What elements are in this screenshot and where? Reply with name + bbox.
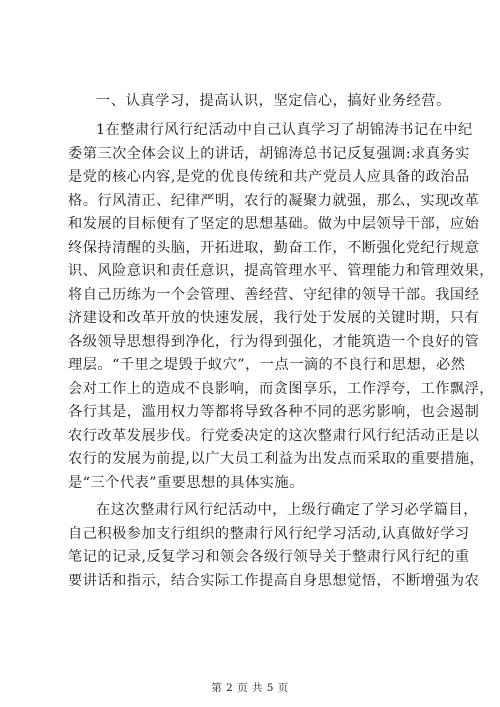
paragraph-line: 和发展的目标便有了坚定的思想基础。做为中层领导干部，应始 — [68, 216, 480, 232]
paragraph-line: 各级领导思想得到净化，行为得到强化，才能筑造一个良好的管 — [68, 333, 480, 350]
paragraph-line: 农行的发展为前提,以广大员工利益为出发点而采取的重要措施， — [68, 451, 485, 467]
paragraph-line: 委第三次全体会议上的讲话，胡锦涛总书记反复强调:求真务实 — [68, 145, 470, 162]
paragraph-line: 要讲话和指示，结合实际工作提高自身思想觉悟，不断增强为农 — [68, 572, 480, 589]
paragraph-line: 农行改革发展步伐。行党委决定的这次整肃行风行纪活动正是以 — [68, 427, 480, 444]
paragraph-line: 会对工作上的造成不良影响，而贪图享乐，工作浮夸，工作飘浮， — [68, 380, 494, 397]
paragraph-1 — [68, 119, 494, 495]
paragraph-line: 济建设和改革开放的快速发展，我行处于发展的关键时期，只有 — [68, 310, 480, 326]
paragraph-line: 格。行风清正、纪律严明，农行的凝聚力就强，那么，实现改革 — [68, 192, 480, 209]
paragraph-line: 各行其是，滥用权力等都将导致各种不同的恶劣影响，也会遏制 — [68, 404, 480, 420]
paragraph-line: 理层。“千里之堤毁于蚁穴”，一点一滴的不良行和思想，必然 — [68, 357, 466, 373]
paragraph-line: 自己积极参加支行组织的整肃行风行纪学习活动,认真做好学习 — [68, 525, 470, 542]
paragraph-2 — [68, 499, 480, 593]
page-number-footer: 第 2 页 共 5 页 — [211, 682, 289, 694]
paragraph-line: 将自己历练为一个会管理、善经营、守纪律的领导干部。我国经 — [68, 286, 480, 303]
paragraph-line: 1在整肃行风行纪活动中自己认真学习了胡锦涛书记在中纪 — [96, 122, 473, 138]
document-body — [68, 90, 494, 593]
paragraph-line: 在这次整肃行风行纪活动中，上级行确定了学习必学篇目， — [96, 502, 478, 518]
paragraph-line: 是“三个代表”重要思想的具体实施。 — [68, 474, 304, 491]
section-heading: 一、认真学习，提高认识，坚定信心，搞好业务经营。 — [96, 93, 451, 109]
paragraph-line: 是党的核心内容,是党的优良传统和共产党员人应具备的政治品 — [68, 169, 470, 185]
paragraph-line: 终保持清醒的头脑，开拓进取，勤奋工作，不断强化党纪行规意 — [68, 239, 480, 256]
paragraph-line: 笔记的记录,反复学习和领会各级行领导关于整肃行风行纪的重 — [68, 549, 470, 565]
paragraph-line: 识、风险意识和责任意识，提高管理水平、管理能力和管理效果， — [68, 263, 494, 279]
